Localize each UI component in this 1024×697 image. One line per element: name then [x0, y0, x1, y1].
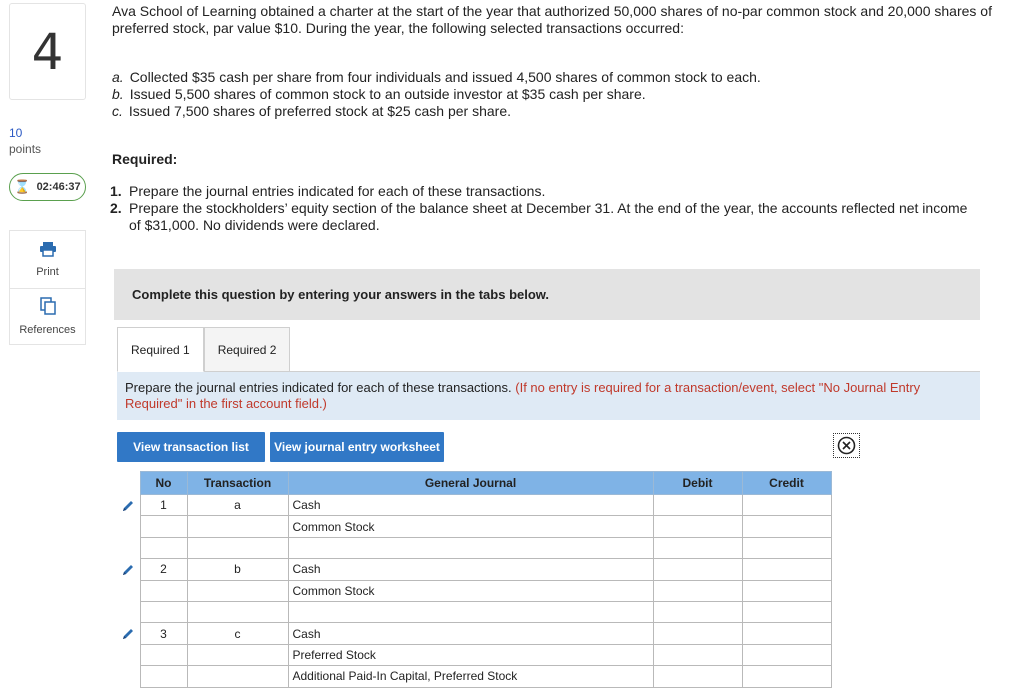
entry-no: [140, 580, 187, 601]
entry-no: [140, 601, 187, 622]
required-item: [110, 183, 980, 200]
entry-transaction: [187, 537, 288, 558]
points-value: 10: [9, 126, 23, 140]
references-icon: [40, 297, 56, 318]
transaction-item: [112, 103, 761, 120]
required-text: Prepare the stockholders’ equity section of the balance sheet at December 31. At the end of the year, the accounts reflected net income of $31,000. No dividends were declared.: [129, 200, 968, 233]
pencil-icon: [121, 498, 135, 512]
entry-transaction: [187, 644, 288, 665]
references-button[interactable]: [9, 288, 86, 345]
tab-bar: [117, 327, 290, 372]
journal-row: [117, 644, 831, 665]
entry-transaction: a: [187, 495, 288, 516]
col-general-journal: General Journal: [288, 472, 653, 495]
journal-table: [117, 471, 832, 688]
item-text: Issued 7,500 shares of preferred stock at $25 cash per share.: [128, 103, 511, 119]
transaction-item: [112, 86, 761, 103]
item-letter: a.: [112, 69, 124, 85]
credit-field[interactable]: [742, 580, 831, 601]
col-transaction: Transaction: [187, 472, 288, 495]
credit-field[interactable]: [742, 666, 831, 687]
required-item: [110, 200, 980, 234]
journal-row: [117, 516, 831, 537]
entry-transaction: b: [187, 559, 288, 580]
pencil-icon: [121, 562, 135, 576]
item-text: Collected $35 cash per share from four individuals and issued 4,500 shares of common stock to each.: [129, 69, 761, 85]
debit-field[interactable]: [653, 666, 742, 687]
tab-required-2[interactable]: Required 2: [204, 327, 291, 372]
account-field[interactable]: Cash: [288, 559, 653, 580]
entry-transaction: c: [187, 623, 288, 644]
edit-spacer: [117, 644, 140, 665]
entry-no: [140, 516, 187, 537]
instruction-banner: Complete this question by entering your answers in the tabs below.: [114, 269, 980, 320]
tab-instruction: [117, 372, 980, 420]
credit-field[interactable]: [742, 537, 831, 558]
problem-intro: [112, 3, 992, 37]
close-circle-icon[interactable]: [833, 433, 860, 458]
print-button[interactable]: [9, 230, 86, 288]
transaction-list: [112, 69, 761, 120]
timer-value: 02:46:37: [36, 181, 81, 193]
edit-spacer: [117, 601, 140, 622]
journal-row: [117, 666, 831, 687]
edit-entry-button[interactable]: [117, 559, 140, 580]
credit-field[interactable]: [742, 644, 831, 665]
edit-spacer: [117, 666, 140, 687]
entry-no: [140, 644, 187, 665]
entry-transaction: [187, 580, 288, 601]
debit-field[interactable]: [653, 580, 742, 601]
debit-field[interactable]: [653, 495, 742, 516]
journal-header-row: [117, 472, 831, 495]
credit-field[interactable]: [742, 516, 831, 537]
required-num: 2.: [110, 200, 122, 216]
points: [9, 125, 41, 157]
timer[interactable]: [9, 173, 86, 201]
item-letter: c.: [112, 103, 123, 119]
journal-row: [117, 601, 831, 622]
instruction-note: (If no entry is required for a transaction/event, select "No Journal Entry Required" in the first account field.): [125, 380, 921, 411]
entry-no: 3: [140, 623, 187, 644]
journal-row: [117, 495, 831, 516]
item-letter: b.: [112, 86, 124, 102]
entry-no: 2: [140, 559, 187, 580]
col-no: No: [140, 472, 187, 495]
credit-field[interactable]: [742, 495, 831, 516]
question-number: 4: [9, 3, 86, 100]
debit-field[interactable]: [653, 623, 742, 644]
account-field[interactable]: Preferred Stock: [288, 644, 653, 665]
entry-no: 1: [140, 495, 187, 516]
required-num: 1.: [110, 183, 122, 199]
credit-field[interactable]: [742, 559, 831, 580]
journal-row: [117, 580, 831, 601]
account-field[interactable]: Cash: [288, 495, 653, 516]
journal-row: [117, 537, 831, 558]
item-text: Issued 5,500 shares of common stock to an outside investor at $35 cash per share.: [129, 86, 646, 102]
required-list: [110, 183, 980, 234]
transaction-item: [112, 69, 761, 86]
col-debit: Debit: [653, 472, 742, 495]
edit-entry-button[interactable]: [117, 495, 140, 516]
entry-transaction: [187, 601, 288, 622]
edit-spacer: [117, 516, 140, 537]
edit-spacer: [117, 537, 140, 558]
entry-no: [140, 666, 187, 687]
points-label: points: [9, 142, 42, 156]
view-transaction-list-button[interactable]: View transaction list: [117, 432, 265, 462]
entry-transaction: [187, 516, 288, 537]
edit-entry-button[interactable]: [117, 623, 140, 644]
account-field[interactable]: [288, 537, 653, 558]
account-field[interactable]: Additional Paid-In Capital, Preferred Stock: [288, 666, 653, 687]
view-journal-worksheet-button[interactable]: View journal entry worksheet: [270, 432, 444, 462]
credit-field[interactable]: [742, 623, 831, 644]
debit-field[interactable]: [653, 516, 742, 537]
debit-field[interactable]: [653, 559, 742, 580]
required-heading: Required:: [112, 151, 178, 167]
account-field[interactable]: Common Stock: [288, 580, 653, 601]
account-field[interactable]: Common Stock: [288, 516, 653, 537]
tab-required-1[interactable]: Required 1: [117, 327, 204, 372]
hourglass-icon: ⌛: [14, 179, 31, 194]
references-label: References: [19, 324, 76, 336]
print-label: Print: [36, 266, 59, 278]
problem-intro-text: Ava School of Learning obtained a charter at the start of the year that authorized 50,000 shares of no-par common stock and 20,000 shares of preferred stock, par value $10. During the year, the following selected transactions occurred:: [112, 3, 992, 36]
printer-icon: [39, 241, 57, 260]
debit-field[interactable]: [653, 644, 742, 665]
col-credit: Credit: [742, 472, 831, 495]
account-field[interactable]: Cash: [288, 623, 653, 644]
entry-no: [140, 537, 187, 558]
entry-transaction: [187, 666, 288, 687]
journal-row: [117, 623, 831, 644]
pencil-icon: [121, 626, 135, 640]
journal-row: [117, 559, 831, 580]
debit-field[interactable]: [653, 601, 742, 622]
credit-field[interactable]: [742, 601, 831, 622]
debit-field[interactable]: [653, 537, 742, 558]
instruction-main: Prepare the journal entries indicated for each of these transactions.: [125, 380, 512, 395]
required-text: Prepare the journal entries indicated for each of these transactions.: [129, 183, 546, 199]
edit-spacer: [117, 580, 140, 601]
edit-column-header: [117, 472, 140, 495]
account-field[interactable]: [288, 601, 653, 622]
